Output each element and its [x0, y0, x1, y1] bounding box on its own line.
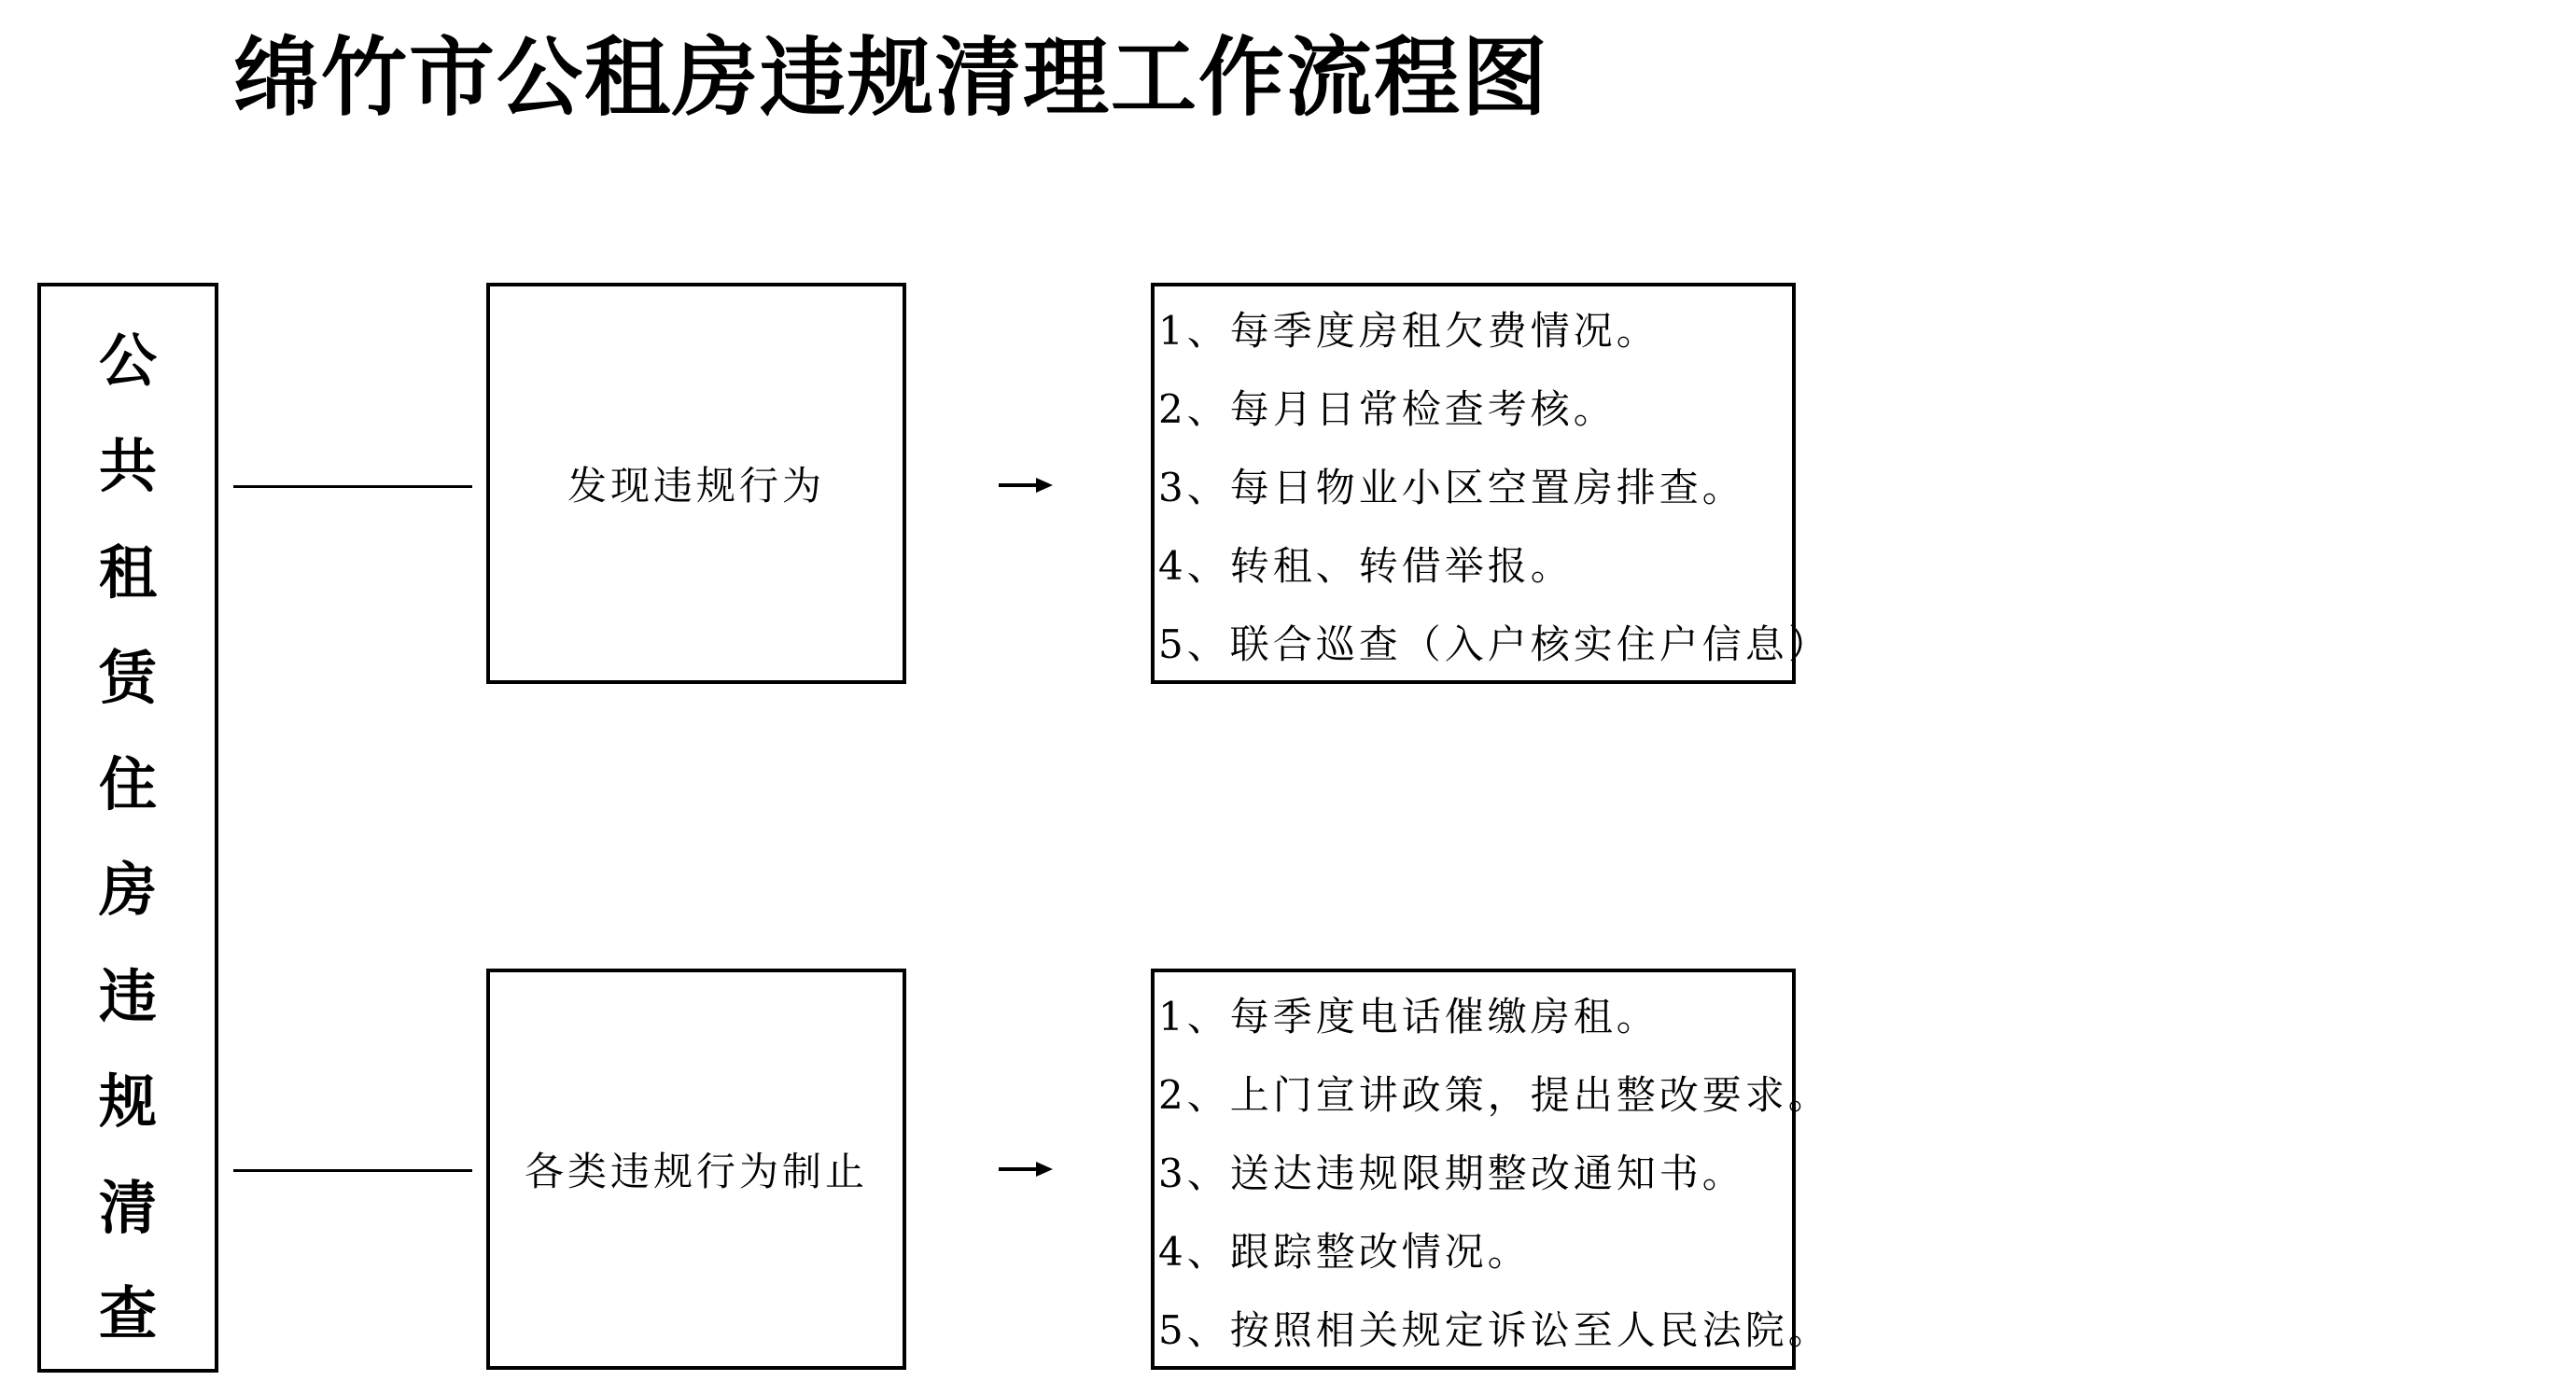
main-label-char: 规 — [98, 1067, 157, 1137]
step-label-discover: 发现违规行为 — [567, 463, 825, 509]
main-category-box — [37, 283, 218, 1373]
main-label-char: 共 — [98, 432, 157, 501]
step-label-stop: 各类违规行为制止 — [524, 1149, 868, 1194]
list-item: 1、每季度房租欠费情况。 — [1158, 308, 1659, 354]
list-item: 5、联合巡查（入户核实住户信息） — [1158, 621, 1831, 667]
main-label-char: 查 — [98, 1278, 157, 1347]
main-label-char: 清 — [98, 1173, 157, 1242]
detail-box-stop — [1151, 969, 1831, 1370]
arrow-icon — [999, 476, 1055, 495]
list-item: 3、每日物业小区空置房排查。 — [1158, 465, 1745, 510]
arrow-icon — [999, 1160, 1055, 1179]
page-title: 绵竹市公租房违规清理工作流程图 — [233, 28, 1550, 128]
connector-line-2 — [233, 1169, 472, 1172]
main-label-char: 房 — [98, 856, 157, 925]
main-label-char: 公 — [98, 327, 157, 395]
step-box-stop — [486, 969, 906, 1370]
list-item: 4、跟踪整改情况。 — [1158, 1229, 1531, 1275]
connector-line-1 — [233, 485, 472, 488]
list-item: 4、转租、转借举报。 — [1158, 543, 1574, 589]
step-box-discover — [486, 283, 906, 684]
main-label-char: 租 — [98, 537, 157, 607]
list-item: 2、每月日常检查考核。 — [1158, 386, 1617, 432]
main-label-char: 住 — [98, 749, 157, 818]
main-label-char: 违 — [98, 961, 157, 1030]
main-category-label — [41, 314, 215, 1350]
main-label-char: 赁 — [98, 644, 157, 713]
list-item: 2、上门宣讲政策，提出整改要求。 — [1158, 1072, 1831, 1118]
detail-box-discover — [1151, 283, 1831, 684]
list-item: 3、送达违规限期整改通知书。 — [1158, 1151, 1745, 1196]
list-item: 1、每季度电话催缴房租。 — [1158, 994, 1659, 1039]
list-item: 5、按照相关规定诉讼至人民法院。 — [1158, 1307, 1831, 1353]
